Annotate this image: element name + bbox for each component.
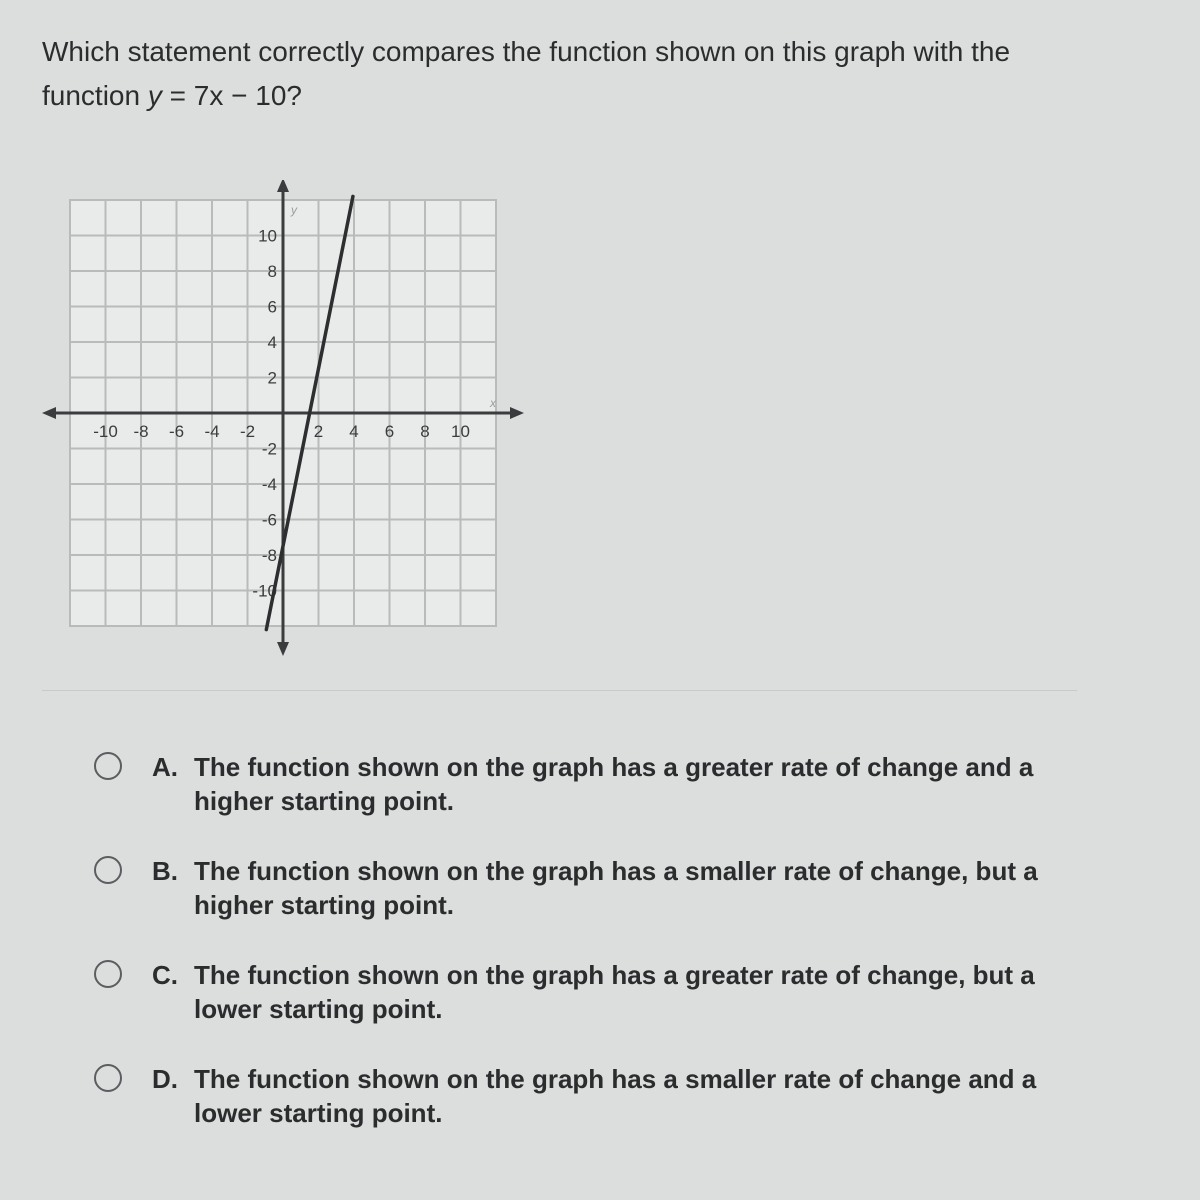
x-tick-label: 4 — [349, 422, 359, 441]
x-tick-label: -6 — [168, 422, 185, 441]
radio-c[interactable] — [94, 960, 122, 988]
y-axis-arrow-down — [277, 642, 289, 656]
radio-b[interactable] — [94, 856, 122, 884]
y-tick-label: 6 — [267, 297, 277, 317]
option-d-letter: D. — [152, 1064, 178, 1094]
option-b-text: The function shown on the graph has a smaller rate of change, but a higher starting point. — [194, 856, 1038, 920]
x-tick-label: -8 — [133, 422, 149, 441]
option-a-text: The function shown on the graph has a greater rate of change and a higher starting point. — [194, 752, 1034, 816]
x-axis-label: x — [490, 396, 496, 410]
question-function — [148, 80, 302, 111]
option-c-letter: C. — [152, 960, 178, 990]
option-d-text: The function shown on the graph has a smaller rate of change and a lower starting point. — [194, 1064, 1037, 1128]
x-axis-arrow-left — [42, 407, 56, 419]
option-a[interactable] — [90, 748, 1090, 852]
question-prefix: Which statement correctly compares the function shown on this graph with the function — [42, 36, 1011, 111]
x-tick-label: -4 — [204, 422, 220, 441]
y-tick-label: 4 — [267, 333, 277, 352]
question-text — [42, 30, 1102, 118]
radio-a[interactable] — [94, 752, 122, 780]
y-axis-arrow-up — [277, 180, 289, 192]
y-tick-label: 10 — [258, 226, 277, 246]
x-tick-label: -10 — [93, 422, 118, 441]
x-tick-label: 6 — [384, 422, 395, 441]
y-tick-label: -10 — [252, 581, 277, 601]
x-tick-label: 10 — [451, 422, 470, 441]
y-tick-label: -6 — [261, 510, 277, 530]
option-d[interactable] — [90, 1060, 1090, 1164]
y-tick-label: -8 — [261, 546, 277, 565]
y-tick-label: -2 — [261, 439, 277, 459]
function-variable: y — [147, 80, 162, 111]
x-tick-label: -2 — [239, 422, 256, 441]
y-tick-label: 2 — [267, 368, 277, 388]
answer-options — [90, 748, 1090, 1164]
y-tick-label: -4 — [261, 475, 277, 494]
option-c-text: The function shown on the graph has a greater rate of change, but a lower starting point. — [194, 960, 1035, 1024]
option-b[interactable] — [90, 852, 1090, 956]
y-axis-label: y — [291, 203, 297, 217]
coordinate-graph — [40, 180, 530, 660]
x-tick-label: 2 — [313, 422, 324, 441]
radio-d[interactable] — [94, 1064, 122, 1092]
divider — [42, 690, 1077, 691]
x-axis-arrow-right — [510, 407, 524, 419]
function-expression: = 7x − 10? — [161, 80, 302, 111]
y-tick-label: 8 — [267, 262, 277, 281]
option-b-letter: B. — [152, 856, 178, 886]
x-tick-label: 8 — [420, 422, 430, 441]
option-c[interactable] — [90, 956, 1090, 1060]
option-a-letter: A. — [152, 752, 178, 782]
